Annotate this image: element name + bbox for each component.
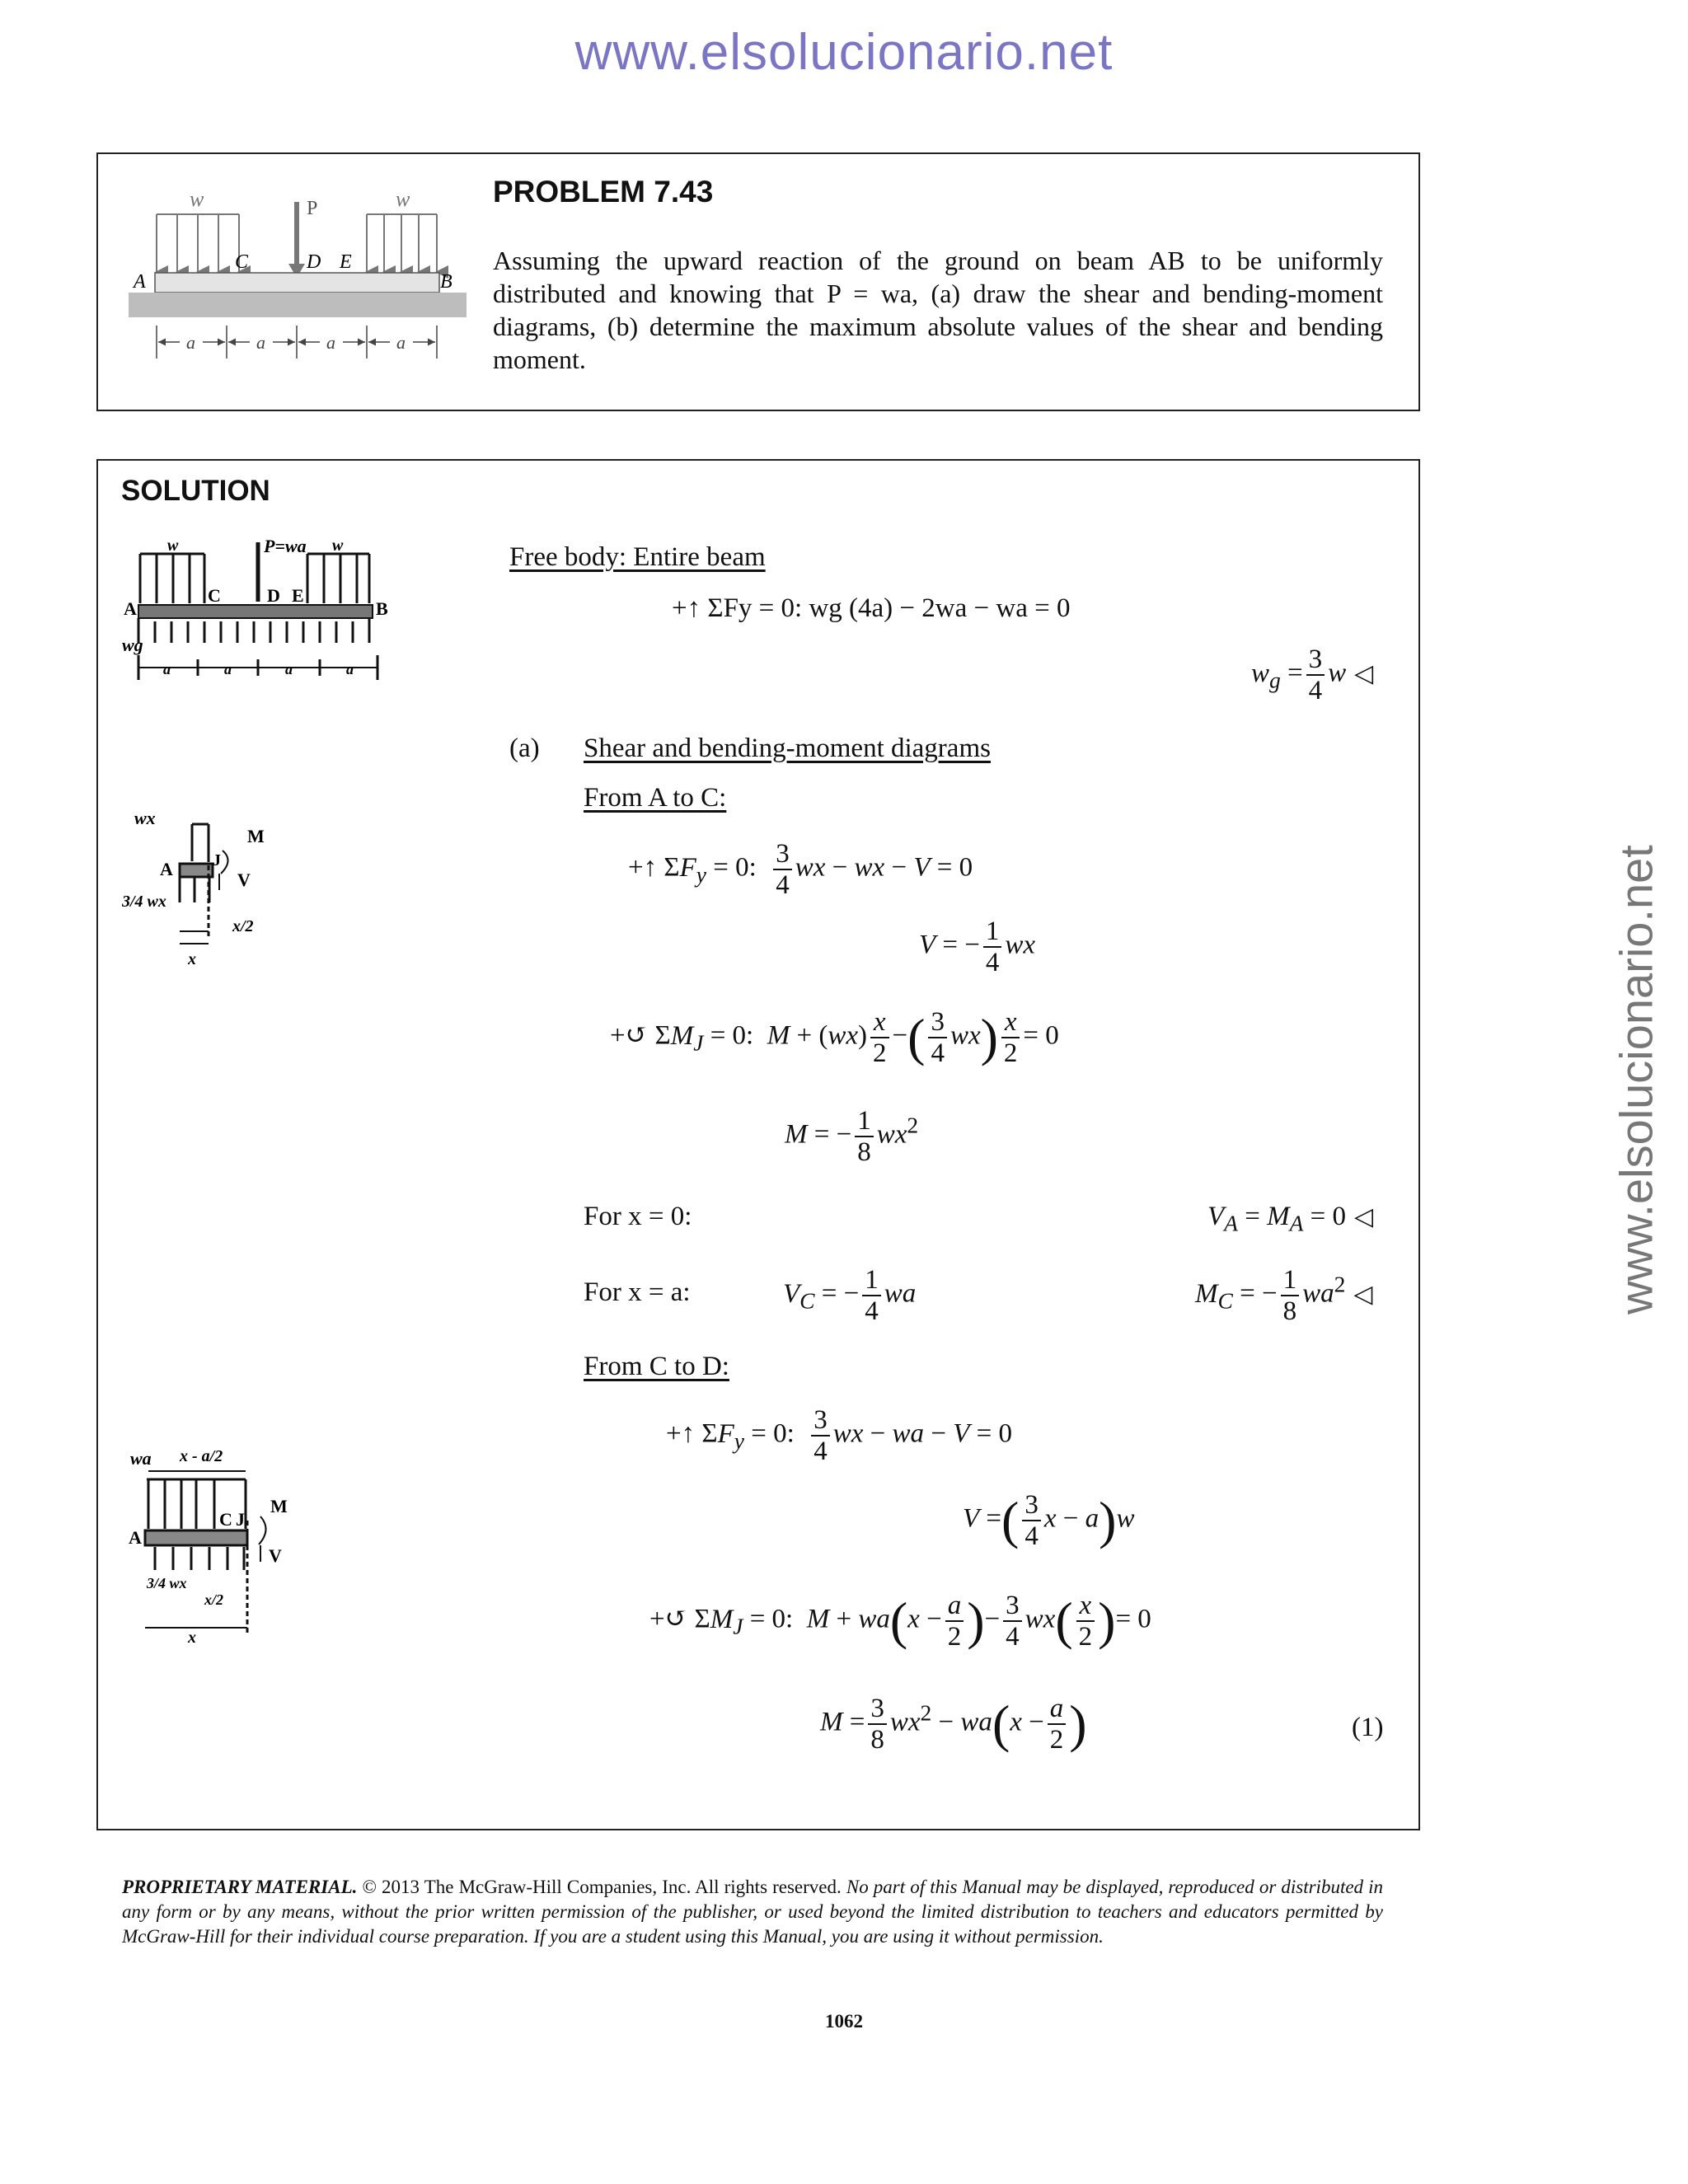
problem-beam-figure [124,185,478,375]
sketch-beam-1 [138,605,373,618]
proprietary-notice [122,1875,1383,1949]
sketch1-label-a: A [124,598,137,619]
sketch1-label-e: E [292,585,304,606]
load-label-w-left: w [190,187,204,211]
sketch2-label-x-half: x/2 [232,917,254,935]
footer-copyright: © 2013 The McGraw-Hill Companies, Inc. All rights reserved. [362,1877,842,1897]
sketch1-label-c: C [208,585,221,606]
sketch-free-body-entire-beam [122,536,402,692]
equation-sum-fy-c-to-d: +↑ $\Sigma F_y = 0$: $\frac{3}{4}$ wx − wa − V = 0 [666,1405,1012,1466]
point-label-e: E [340,251,352,273]
beam-ab [155,273,439,293]
solution-title: SOLUTION [121,475,270,507]
sketch2-label-m: M [247,826,265,846]
sketch1-dim-a-2: a [224,661,232,677]
result-va-ma: $V_A = M_A = 0$ ◁ [1207,1202,1374,1236]
point-label-d: D [307,251,321,273]
result-vc: $V_C$ = − $\frac{1}{4}$ wa [783,1265,917,1326]
from-a-to-c-heading: From A to C: [584,783,727,813]
result-m-a-to-c: M = − $\frac{1}{8}$ $wx^2$ [785,1106,919,1167]
sketch2-label-a: A [160,859,173,879]
sketch1-dim-a-4: a [346,661,354,677]
footer-lead: PROPRIETARY MATERIAL. [122,1877,358,1897]
result-wg: $w_g$ = $\frac{3}{4}$ w ◁ [1251,644,1374,705]
free-body-heading: Free body: Entire beam [509,542,766,572]
load-label-w-right: w [396,187,410,211]
point-label-a: A [134,271,146,293]
part-a-heading: Shear and bending-moment diagrams [584,733,991,763]
result-v-a-to-c: V = − $\frac{1}{4}$ wx [919,916,1036,977]
dim-label-a-4: a [396,332,406,353]
sketch3-label-wa: wa [130,1448,152,1469]
distributed-load-right [367,214,437,272]
sketch1-dim-a-1: a [163,661,171,677]
problem-title: PROBLEM 7.43 [493,175,714,209]
page-number: 1062 [825,2011,863,2032]
sketch-section-a-to-c [122,799,295,981]
footer-notice: No part of this Manual may be displayed, reproduced or distributed in any form or by any means, without the prior written permission of the publisher, or used beyond the limited distribution to teachers and educators permitted by McGraw-Hill for their individual course preparation. If you are a student using this Manual, you are using it without permission. [122,1877,1384,1947]
dim-label-a-3: a [326,332,335,353]
equation-sum-mj-c-to-d: +↺ $\Sigma M_J = 0$: M + wa(x − $\frac{a}{2}$ )− $\frac{3}{4}$ wx( $\frac{x}{2}$ )= 0 [649,1591,1151,1652]
sketch3-label-x: x [188,1629,196,1647]
sketch3-label-x-half: x/2 [204,1591,224,1608]
sketch1-label-b: B [376,598,388,619]
sketch1-label-w2: w [332,537,344,555]
watermark-side-text: www.elsolucionario.net [1610,845,1662,1315]
sketch2-label-j: J [213,851,221,869]
sketch3-label-a: A [129,1527,142,1548]
dimension-line [157,326,437,359]
sketch2-label-v: V [237,869,251,890]
sketch3-label-ground-load: 3/4 wx [147,1575,187,1591]
dim-label-a-1: a [186,332,195,353]
part-a-label: (a) [509,733,540,763]
sketch3-label-x-minus-a-half: x - a/2 [180,1447,223,1465]
sketch2-label-ground-load: 3/4 wx [122,893,166,911]
equation-sum-fy-a-to-c: +↑ $\Sigma F_y = 0$: $\frac{3}{4}$ wx − wx − V = 0 [628,839,973,900]
point-label-c: C [235,251,249,273]
watermark-top: www.elsolucionario.net [574,24,1114,81]
result-mc: $M_C$ = − $\frac{1}{8}$ $wa^2$ ◁ [1195,1265,1373,1326]
sketch3-label-c: C [219,1509,232,1530]
equation-sum-fy-entire-beam: +↑ ΣFy = 0: wg (4a) − 2wa − wa = 0 [672,593,1071,623]
sketch-section-c-to-d [122,1438,312,1652]
sketch2-label-wx: wx [134,808,156,828]
ground [129,293,467,317]
equation-number: (1) [1352,1713,1384,1742]
equation-sum-mj-a-to-c: +↺ $\Sigma M_J = 0$: M + (wx) $\frac{x}{2}$ −( $\frac{3}{4}$ wx) $\frac{x}{2}$ = 0 [610,1007,1059,1068]
result-v-c-to-d: V =( $\frac{3}{4}$ x − a)w [963,1490,1135,1551]
load-label-p: P [307,198,318,219]
sketch1-label-p: P=wa [264,536,307,556]
sketch1-dim-a-3: a [285,661,293,677]
point-label-b: B [440,271,452,293]
sketch3-label-v: V [269,1545,282,1566]
for-x-equals-a: For x = a: [584,1277,691,1307]
from-c-to-d-heading: From C to D: [584,1352,729,1381]
sketch1-label-w: w [167,537,179,555]
sketch1-label-d: D [267,585,280,606]
dim-label-a-2: a [256,332,265,353]
distributed-load-left [157,214,239,272]
for-x-equals-zero: For x = 0: [584,1202,692,1231]
problem-statement: Assuming the upward reaction of the ground on beam AB to be uniformly distributed and knowing that P = wa, (a) draw the shear and bending-moment diagrams, (b) determine the maximum absolute values of the shear and bending moment. [493,246,1383,374]
result-m-c-to-d: M = $\frac{3}{8}$ $wx^2 - wa(x$ − $\frac{a}{2}$ ) [820,1694,1087,1755]
sketch1-label-wg: wg [122,635,143,655]
sketch3-label-m: M [270,1496,288,1516]
sketch2-label-x: x [188,950,196,968]
sketch3-label-j: J [236,1509,245,1530]
